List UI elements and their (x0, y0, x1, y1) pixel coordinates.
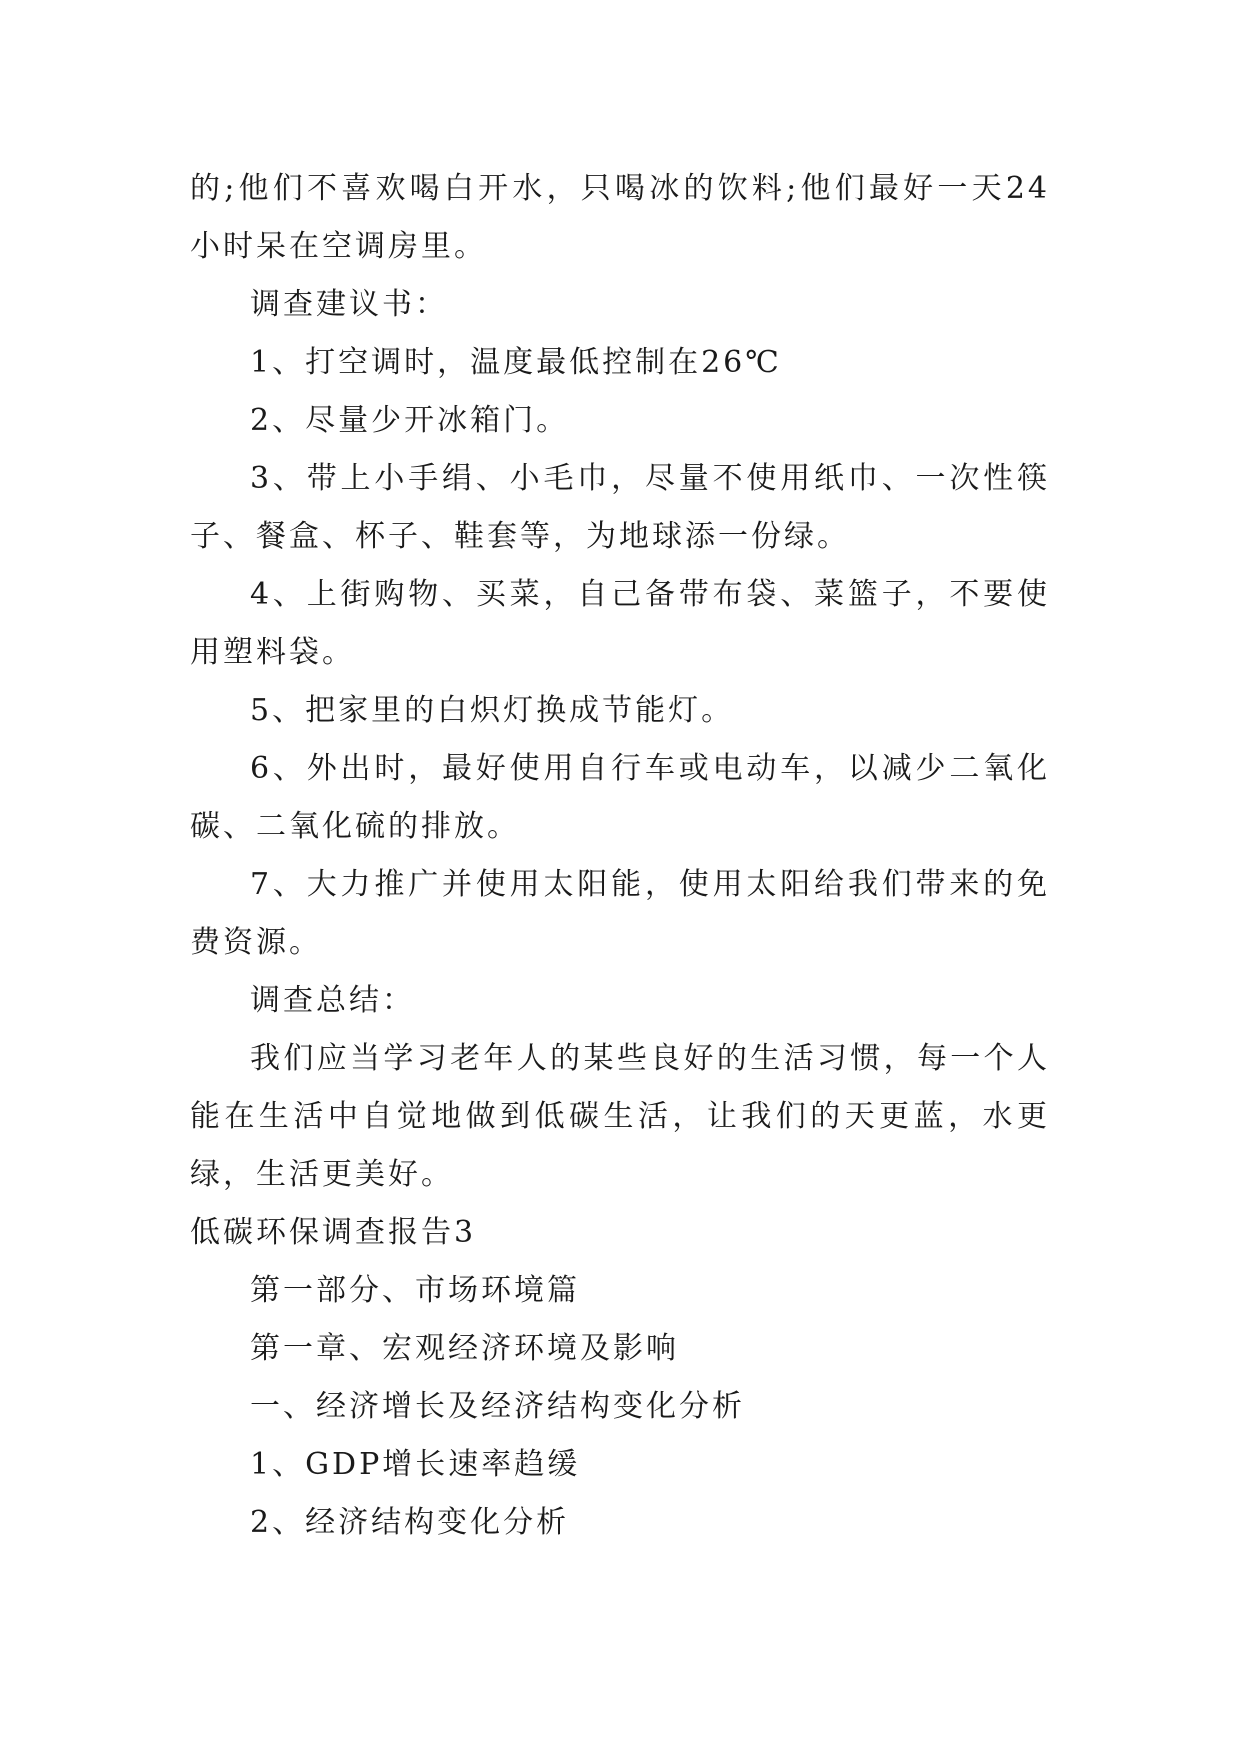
suggestion-item-4: 4、上街购物、买菜，自己备带布袋、菜篮子，不要使用塑料袋。 (190, 577, 1050, 670)
list-item-gdp: 1、GDP增长速率趋缓 (250, 1447, 581, 1482)
suggestion-item-3: 3、带上小手绢、小毛巾，尽量不使用纸巾、一次性筷子、餐盒、杯子、鞋套等，为地球添一份绿。 (190, 461, 1050, 554)
suggestion-item-5: 5、把家里的白炽灯换成节能灯。 (250, 693, 735, 728)
section-heading-summary: 调查总结： (250, 983, 415, 1018)
section-heading-economy: 一、经济增长及经济结构变化分析 (250, 1389, 745, 1424)
report-title: 低碳环保调查报告3 (190, 1215, 477, 1250)
suggestion-item-7: 7、大力推广并使用太阳能，使用太阳给我们带来的免费资源。 (190, 867, 1050, 960)
section-heading-suggestions: 调查建议书： (250, 287, 448, 322)
suggestion-item-1: 1、打空调时，温度最低控制在26℃ (250, 345, 782, 380)
summary-paragraph: 我们应当学习老年人的某些良好的生活习惯，每一个人能在生活中自觉地做到低碳生活，让我们的天更蓝，水更绿，生活更美好。 (190, 1041, 1050, 1192)
list-item-structure: 2、经济结构变化分析 (250, 1505, 570, 1540)
document-body (190, 160, 1050, 1552)
paragraph-intro-continuation: 的;他们不喜欢喝白开水，只喝冰的饮料;他们最好一天24小时呆在空调房里。 (190, 171, 1050, 264)
chapter-heading: 第一章、宏观经济环境及影响 (250, 1331, 679, 1366)
part-heading: 第一部分、市场环境篇 (250, 1273, 580, 1308)
suggestion-item-6: 6、外出时，最好使用自行车或电动车，以减少二氧化碳、二氧化硫的排放。 (190, 751, 1050, 844)
suggestion-item-2: 2、尽量少开冰箱门。 (250, 403, 570, 438)
